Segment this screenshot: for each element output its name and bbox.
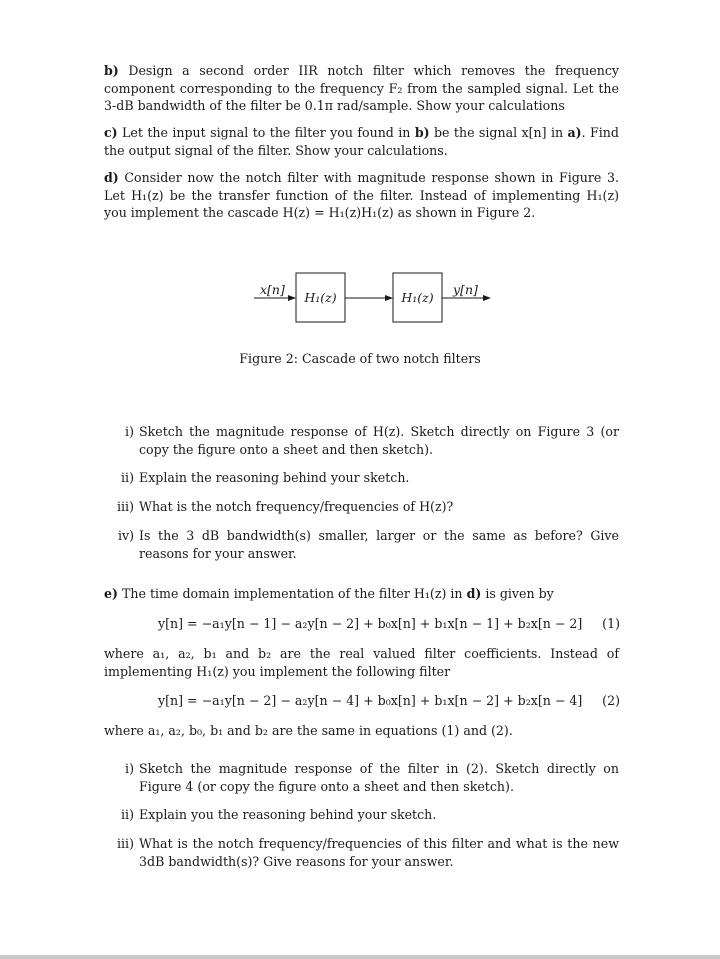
item-text: What is the notch frequency/frequencies of this filter and what is the new 3dB bandwidth(s)? Give reasons for your answer.: [139, 836, 619, 869]
part-c-label: c): [104, 125, 118, 140]
cascade-block-diagram: [250, 268, 500, 328]
item-text: Explain you the reasoning behind your sketch.: [139, 807, 437, 822]
equation-2-expression: y[n] = −a₁y[n − 2] − a₂y[n − 4] + b₀x[n] + b₁x[n − 2] + b₂x[n − 4]: [158, 693, 583, 708]
item-number: ii): [121, 807, 134, 822]
part-c-text-2: be the signal x[n] in: [433, 125, 564, 140]
item-text: Explain the reasoning behind your sketch.: [139, 470, 410, 485]
item-number: ii): [121, 470, 134, 485]
part-c-ref-a: a): [567, 125, 582, 140]
equation-1-expression: y[n] = −a₁y[n − 1] − a₂y[n − 2] + b₀x[n] + b₁x[n − 1] + b₂x[n − 2]: [158, 616, 583, 631]
item-text: Is the 3 dB bandwidth(s) smaller, larger or the same as before? Give reasons for your answer.: [139, 528, 619, 561]
equation-2-tag: (2): [602, 693, 620, 708]
item-number: iii): [117, 499, 134, 514]
block-1-label: H₁(z): [304, 290, 337, 305]
input-label: x[n]: [260, 282, 285, 297]
item-number: iii): [117, 836, 134, 851]
equation-1-tag: (1): [602, 616, 620, 631]
item-number: i): [125, 761, 134, 776]
item-number: i): [125, 424, 134, 439]
part-b-text: Design a second order IIR notch filter which removes the frequency component corresponding to the frequency F₂ from the sampled signal. Let the 3-dB bandwidth of the filter be 0.1π rad/sample. Show your calculations: [104, 63, 619, 113]
part-c-text-3: . Find the output signal of the filter. Show your calculations.: [104, 125, 619, 158]
part-c-ref-b: b): [414, 125, 430, 140]
item-text: Sketch the magnitude response of H(z). Sketch directly on Figure 3 (or copy the figure onto a sheet and then sketch).: [139, 424, 619, 457]
part-e-middle: where a₁, a₂, b₁ and b₂ are the real valued filter coefficients. Instead of implementing H₁(z) you implement the following filter: [104, 646, 619, 679]
part-e-ref-d: d): [466, 586, 482, 601]
part-e-after: where a₁, a₂, b₀, b₁ and b₂ are the same in equations (1) and (2).: [104, 723, 513, 738]
part-d-label: d): [104, 170, 119, 185]
page-bottom-edge: [0, 955, 720, 959]
item-text: What is the notch frequency/frequencies of H(z)?: [139, 499, 454, 514]
part-d: [104, 169, 619, 222]
part-e-intro-1: The time domain implementation of the filter H₁(z) in: [122, 586, 463, 601]
equation-1: [158, 615, 620, 635]
part-e-intro-2: is given by: [485, 586, 554, 601]
part-c-text-1: Let the input signal to the filter you found in: [122, 125, 411, 140]
item-number: iv): [117, 528, 134, 543]
part-e-label: e): [104, 586, 118, 601]
output-label: y[n]: [453, 282, 478, 297]
equation-2: [158, 692, 620, 712]
part-d-text: Consider now the notch filter with magnitude response shown in Figure 3. Let H₁(z) be the transfer function of the filter. Instead of implementing H₁(z) you implement the cascade H(z) = H₁(z)H₁(z) as shown in Figure 2.: [104, 170, 619, 220]
part-c: [104, 124, 619, 159]
item-text: Sketch the magnitude response of the filter in (2). Sketch directly on Figure 4 (or copy the figure onto a sheet and then sketch).: [139, 761, 619, 794]
block-2-label: H₁(z): [401, 290, 434, 305]
part-b: [104, 62, 619, 115]
figure-2-caption: Figure 2: Cascade of two notch filters: [239, 351, 481, 366]
part-b-label: b): [104, 63, 119, 78]
part-e-intro: [104, 585, 619, 603]
